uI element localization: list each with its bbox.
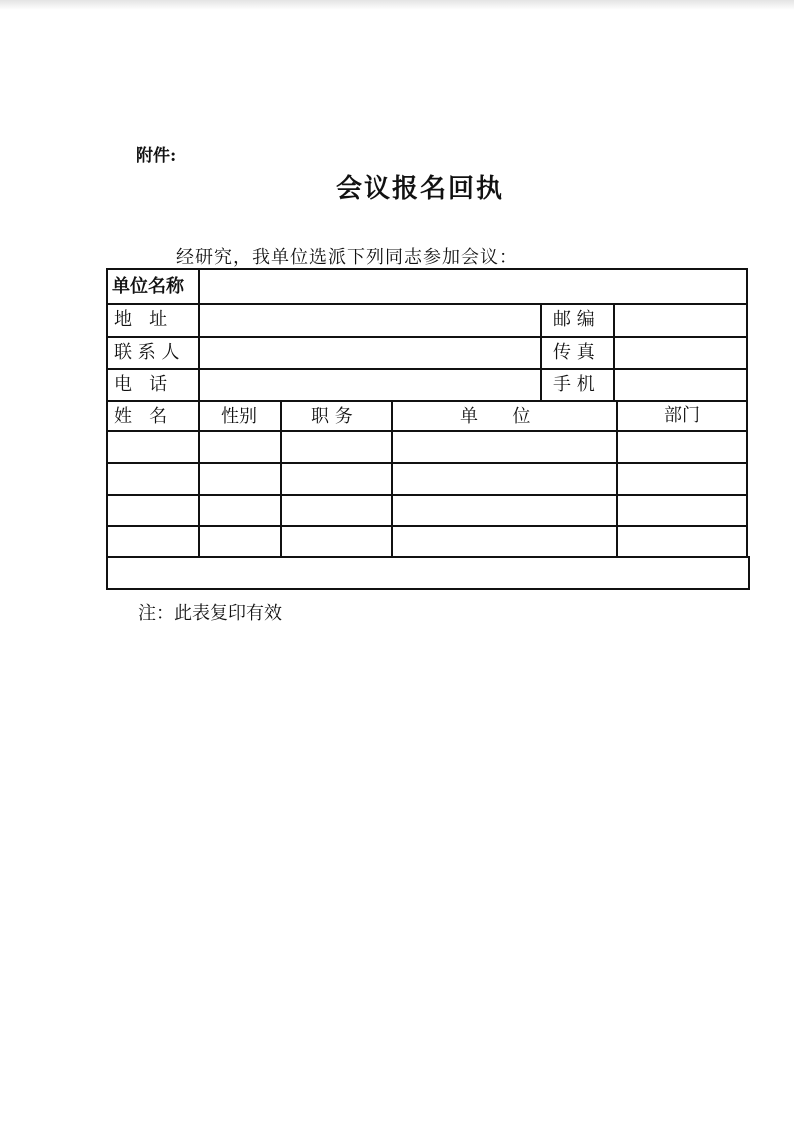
intro-text: 经研究，我单位选派下列同志参加会议： (176, 247, 518, 268)
table-cell[interactable] (618, 527, 746, 556)
table-cell[interactable] (618, 496, 746, 525)
form-line (106, 303, 747, 305)
table-cell[interactable] (618, 464, 746, 494)
table-cell[interactable] (200, 432, 280, 462)
attachment-label: 附件: (136, 146, 177, 166)
phone-label: 电 话 (114, 374, 168, 395)
form-line (106, 336, 747, 338)
table-cell[interactable] (282, 432, 391, 462)
unit-name-field[interactable] (202, 272, 744, 302)
form-line (540, 303, 542, 402)
column-header-name: 姓 名 (114, 406, 168, 427)
column-header-position: 职 务 (311, 406, 353, 427)
table-cell[interactable] (393, 496, 616, 525)
fax-label: 传 真 (553, 342, 595, 363)
table-cell[interactable] (200, 496, 280, 525)
table-row (108, 464, 746, 494)
scan-edge-shadow (0, 0, 794, 10)
table-cell[interactable] (200, 464, 280, 494)
form-line (106, 588, 749, 590)
table-cell[interactable] (282, 496, 391, 525)
column-header-department: 部门 (664, 405, 700, 426)
remarks-row[interactable] (108, 558, 748, 588)
table-cell[interactable] (393, 464, 616, 494)
table-cell[interactable] (200, 527, 280, 556)
contact-label: 联 系 人 (114, 342, 180, 363)
table-cell[interactable] (282, 464, 391, 494)
table-row (108, 527, 746, 556)
form-line (106, 368, 747, 370)
contact-field[interactable] (202, 339, 538, 367)
table-cell[interactable] (393, 527, 616, 556)
table-cell[interactable] (618, 432, 746, 462)
table-cell[interactable] (108, 432, 198, 462)
postcode-label: 邮 编 (553, 309, 595, 330)
mobile-field[interactable] (617, 371, 744, 399)
unit-name-label: 单位名称 (112, 276, 184, 297)
table-cell[interactable] (393, 432, 616, 462)
table-cell[interactable] (282, 527, 391, 556)
column-header-unit: 单 位 (460, 406, 531, 427)
table-row (108, 496, 746, 525)
table-row (108, 432, 746, 462)
table-cell[interactable] (108, 527, 198, 556)
footnote: 注：此表复印有效 (138, 603, 282, 624)
form-line (106, 400, 747, 402)
table-cell[interactable] (108, 464, 198, 494)
form-line (106, 268, 747, 270)
mobile-label: 手 机 (553, 374, 595, 395)
table-cell[interactable] (108, 496, 198, 525)
column-header-gender: 性别 (221, 406, 257, 427)
address-label: 地 址 (114, 309, 168, 330)
phone-field[interactable] (202, 371, 538, 399)
address-field[interactable] (202, 306, 538, 335)
fax-field[interactable] (617, 339, 744, 367)
form-line (613, 303, 615, 402)
form-line (746, 268, 748, 558)
page-title: 会议报名回执 (336, 174, 505, 204)
form-line (748, 556, 750, 590)
postcode-field[interactable] (617, 306, 744, 335)
